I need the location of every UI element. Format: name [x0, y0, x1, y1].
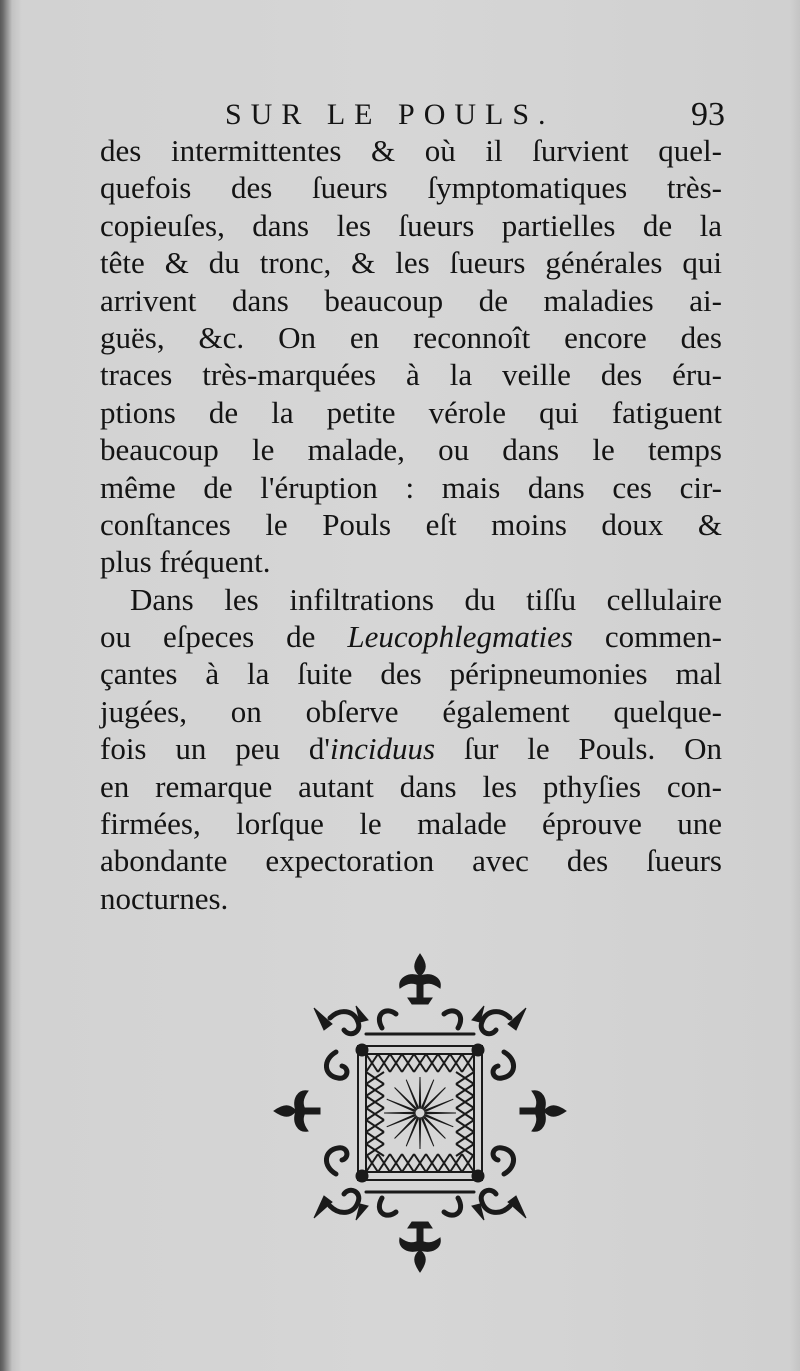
text-segment: copieuſes, dans les ſueurs partielles de la	[100, 207, 722, 243]
text-segment: abondante expectoration avec des ſueurs	[100, 843, 722, 879]
text-segment: des intermittentes & où il ſurvient quel-	[100, 133, 722, 168]
text-line	[100, 394, 722, 431]
text-line	[100, 655, 722, 692]
text-line	[100, 169, 722, 206]
top-scroll-leaves-icon	[330, 1011, 510, 1034]
top-fleuron-icon	[400, 954, 441, 1004]
text-line	[100, 618, 722, 655]
text-segment: ſur le Pouls. On	[435, 731, 722, 767]
text-segment: conſtances le Pouls eſt moins doux &	[100, 506, 722, 542]
text-segment: firmées, lorſque le malade éprouve une	[100, 806, 722, 842]
text-line	[100, 506, 722, 543]
text-segment: çantes à la ſuite des péripneumonies mal	[100, 656, 722, 692]
text-segment: arrivent dans beaucoup de maladies ai-	[100, 282, 722, 318]
text-segment: guës, &c. On en reconnoît encore des	[100, 319, 722, 355]
text-segment: jugées, on obſerve également quelque-	[100, 693, 722, 729]
text-line	[100, 880, 722, 917]
central-rosette-icon	[384, 1077, 456, 1149]
text-segment: en remarque autant dans les pthyſies con-	[100, 768, 722, 804]
text-segment: Dans les infiltrations du tiſſu cellulaire	[130, 581, 722, 617]
text-line	[100, 842, 722, 879]
text-segment: beaucoup le malade, ou dans le temps	[100, 432, 722, 468]
text-line	[100, 132, 722, 169]
gutter-shadow	[0, 0, 12, 1371]
text-line	[100, 319, 722, 356]
text-segment: ou eſpeces de	[100, 619, 348, 655]
floral-tailpiece-ornament-icon	[270, 948, 570, 1278]
text-line	[100, 730, 722, 767]
text-segment: ptions de la petite vérole qui fatiguent	[100, 394, 722, 430]
italic-term: Leucophlegmaties	[347, 619, 573, 655]
text-segment: commen-	[572, 619, 722, 655]
text-line	[100, 244, 722, 281]
bottom-fleuron-icon	[400, 1222, 441, 1272]
text-segment: plus fréquent.	[100, 544, 271, 580]
text-segment: quefois des ſueurs ſymptomatiques très-	[100, 170, 722, 206]
bottom-scroll-leaves-icon	[330, 1190, 510, 1215]
running-title: SUR LE POULS.	[225, 98, 555, 131]
body-text	[100, 132, 722, 917]
page-number: 93	[691, 96, 725, 133]
text-line	[100, 693, 722, 730]
text-line	[100, 207, 722, 244]
text-segment: tête & du tronc, & les ſueurs générales qui	[100, 245, 722, 281]
text-line	[100, 431, 722, 468]
text-segment: fois un peu d'	[100, 731, 331, 767]
text-line	[100, 356, 722, 393]
text-line	[100, 282, 722, 319]
right-fleuron-icon	[520, 1091, 566, 1132]
text-segment: traces très-marquées à la veille des éru-	[100, 357, 722, 393]
text-line	[100, 805, 722, 842]
text-line	[100, 543, 722, 580]
left-fleuron-icon	[274, 1091, 320, 1132]
text-line	[100, 768, 722, 805]
text-line	[100, 469, 722, 506]
text-segment: nocturnes.	[100, 880, 229, 916]
text-segment: même de l'éruption : mais dans ces cir-	[100, 469, 722, 505]
italic-term: inciduus	[330, 731, 436, 767]
text-line	[100, 581, 722, 618]
